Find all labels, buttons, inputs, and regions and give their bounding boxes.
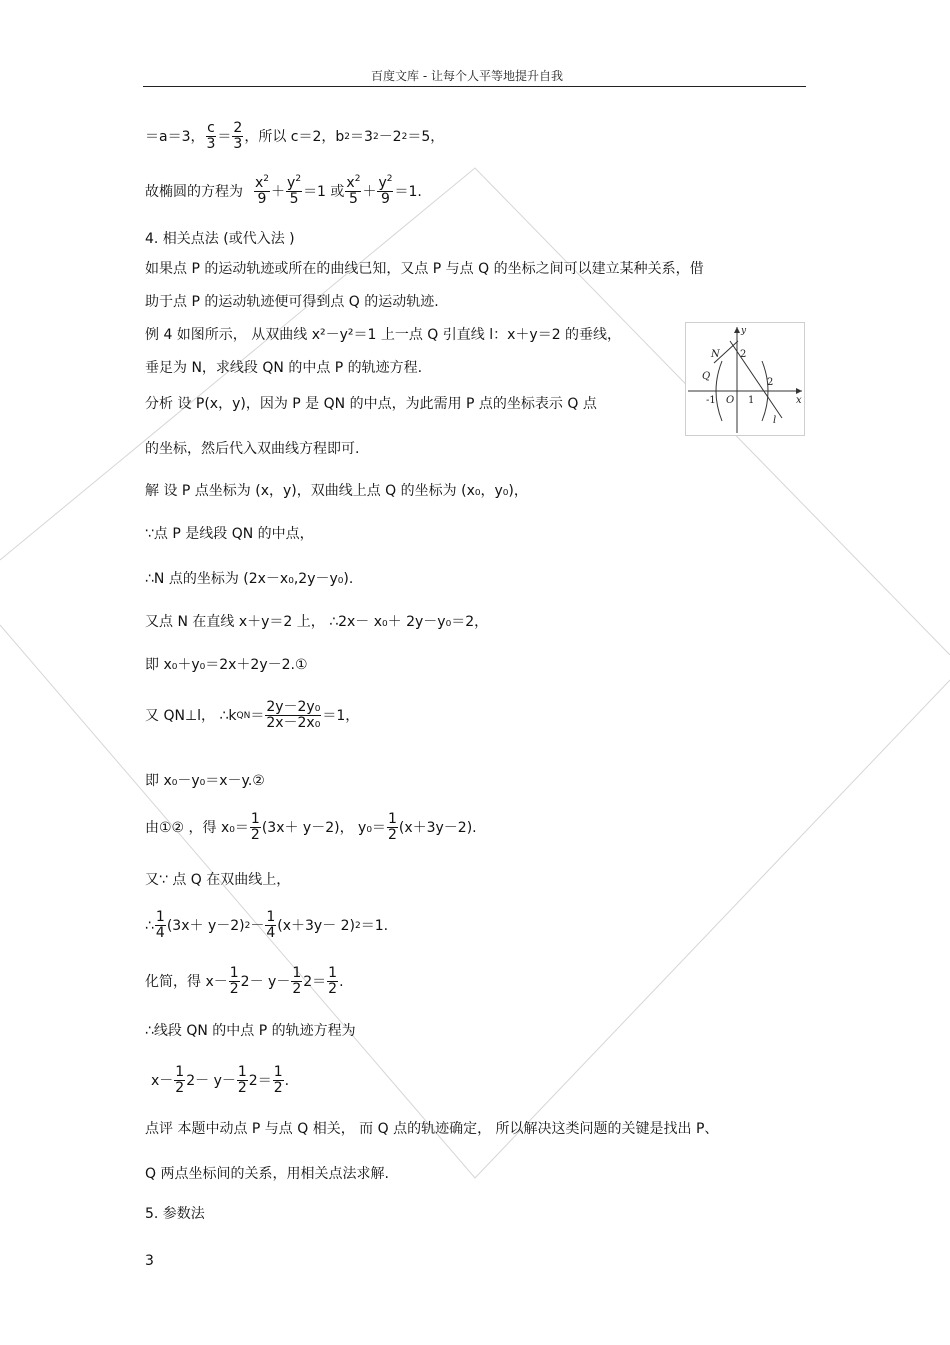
fraction-half: $\frac{1}{2}$ <box>328 965 338 998</box>
review-line: Q 两点坐标间的关系，用相关点法求解. <box>145 1166 389 1182</box>
origin-label: O <box>726 395 735 406</box>
text: ＝5， <box>407 128 445 145</box>
text: －2 <box>378 128 402 145</box>
axis-label-x: x <box>796 395 802 406</box>
simplified-equation: 化简，得 x－ $\frac{1}{2}$ 2－ y－ $\frac{1}{2}$ 2＝ $\frac{1}{2}$ . <box>145 965 344 998</box>
fraction-slope: $\frac{\text{2y－2y₀}}{\text{2x－2x₀}}$ <box>266 699 321 732</box>
tick-label: -1 <box>706 395 716 406</box>
section-heading-4: 4. 相关点法 (或代入法 ) <box>145 231 295 247</box>
fraction-half: $\frac{1}{2}$ <box>292 965 302 998</box>
point-label-q: Q <box>702 371 711 382</box>
point-label-n: N <box>711 349 720 360</box>
fraction-half: $\frac{1}{2}$ <box>175 1064 185 1097</box>
fraction-half: $\frac{1}{2}$ <box>250 811 260 844</box>
fraction: $\frac{x^2}{9}$ <box>255 174 270 208</box>
fraction-quarter: $\frac{1}{4}$ <box>155 909 165 942</box>
fraction-half: $\frac{1}{2}$ <box>387 811 397 844</box>
fraction-2-over-3: $\frac{2}{3}$ <box>233 120 243 153</box>
trajectory-equation: x－ $\frac{1}{2}$ 2－ y－ $\frac{1}{2}$ 2＝ $\frac{1}{2}$ . <box>151 1064 290 1097</box>
page-number: 3 <box>145 1253 154 1269</box>
fraction-half: $\frac{1}{2}$ <box>229 965 239 998</box>
fraction-quarter: $\frac{1}{4}$ <box>266 909 276 942</box>
substitution-equation: ∴ $\frac{1}{4}$ (3x＋ y－2) 2 － $\frac{1}{4}$ (x＋3y－ 2) 2 ＝1. <box>145 909 389 942</box>
text: ，所以 c＝2，b <box>244 128 345 145</box>
section-heading-5: 5. 参数法 <box>145 1206 205 1222</box>
fraction: $\frac{y^2}{9}$ <box>378 174 393 208</box>
example-4-line: 例 4 如图所示， 从双曲线 x²－y²＝1 上一点 Q 引直线 l：x＋y＝2 的垂线， <box>145 327 622 343</box>
text: ＝a＝3， <box>145 128 205 145</box>
header-rule <box>143 86 806 87</box>
tick-label: 2 <box>767 377 774 388</box>
axis-label-y: y <box>741 326 747 336</box>
solution-line: ∵点 P 是线段 QN 的中点， <box>145 526 314 542</box>
line-label-l: l <box>773 415 777 426</box>
fraction: $\frac{x^2}{5}$ <box>346 174 361 208</box>
solution-line: 解 设 P 点坐标为 (x，y)，双曲线上点 Q 的坐标为 (x₀，y₀)， <box>145 483 528 499</box>
solution-line: 即 x₀－y₀＝x－y.② <box>145 773 265 789</box>
line-ellipse-params: ＝a＝3， $\frac{c}{3}$ ＝ $\frac{2}{3}$ ，所以 c＝2，b 2 ＝3 2 －2 2 ＝5， <box>145 120 445 153</box>
fraction: $\frac{y^2}{5}$ <box>287 174 302 208</box>
slope-equation: 又 QN⊥l， ∴k QN ＝ $\frac{\text{2y－2y₀}}{\text{2x－2x₀}}$ ＝1， <box>145 699 360 732</box>
hyperbola-diagram <box>686 323 804 435</box>
example-4-line: 垂足为 N，求线段 QN 的中点 P 的轨迹方程. <box>145 360 423 376</box>
review-line: 点评 本题中动点 P 与点 Q 相关， 而 Q 点的轨迹确定， 所以解决这类问题的关键是找出 P、 <box>145 1121 719 1137</box>
tick-label: 1 <box>748 395 755 406</box>
solve-x0-y0: 由①② ，得 x₀＝ $\frac{1}{2}$ (3x＋ y－2)， y₀＝ $\frac{1}{2}$ (x＋3y－2). <box>145 811 477 844</box>
solution-line: ∴线段 QN 的中点 P 的轨迹方程为 <box>145 1023 356 1039</box>
text: ＝ <box>217 128 232 145</box>
solution-line: 又点 N 在直线 x＋y＝2 上， ∴2x－ x₀＋ 2y－y₀＝2， <box>145 614 489 630</box>
fraction-half: $\frac{1}{2}$ <box>237 1064 247 1097</box>
page-header: 百度文库 - 让每个人平等地提升自我 <box>371 69 563 83</box>
paragraph-line: 助于点 P 的运动轨迹便可得到点 Q 的运动轨迹. <box>145 294 439 310</box>
analysis-line: 分析 设 P(x，y)，因为 P 是 QN 的中点，为此需用 P 点的坐标表示 Q 点 <box>145 396 597 412</box>
analysis-line: 的坐标，然后代入双曲线方程即可. <box>145 441 360 457</box>
text: 故椭圆的方程为 <box>145 183 243 200</box>
line-ellipse-equation: 故椭圆的方程为 $\frac{x^2}{9}$ ＋ $\frac{y^2}{5}$ ＝1 或 $\frac{x^2}{5}$ ＋ $\frac{y^2}{9}$ ＝1. <box>145 174 422 208</box>
solution-line: ∴N 点的坐标为 (2x－x₀,2y－y₀). <box>145 571 354 587</box>
solution-line: 即 x₀＋y₀＝2x＋2y－2.① <box>145 657 308 673</box>
text: ＝3 <box>350 128 373 145</box>
solution-line: 又∵ 点 Q 在双曲线上， <box>145 872 291 888</box>
tick-label: 2 <box>740 349 747 360</box>
fraction-half: $\frac{1}{2}$ <box>273 1064 283 1097</box>
hyperbola-figure <box>685 322 805 436</box>
paragraph-line: 如果点 P 的运动轨迹或所在的曲线已知，又点 P 与点 Q 的坐标之间可以建立某种关系，借 <box>145 261 704 277</box>
fraction-c-over-3: $\frac{c}{3}$ <box>206 120 216 153</box>
